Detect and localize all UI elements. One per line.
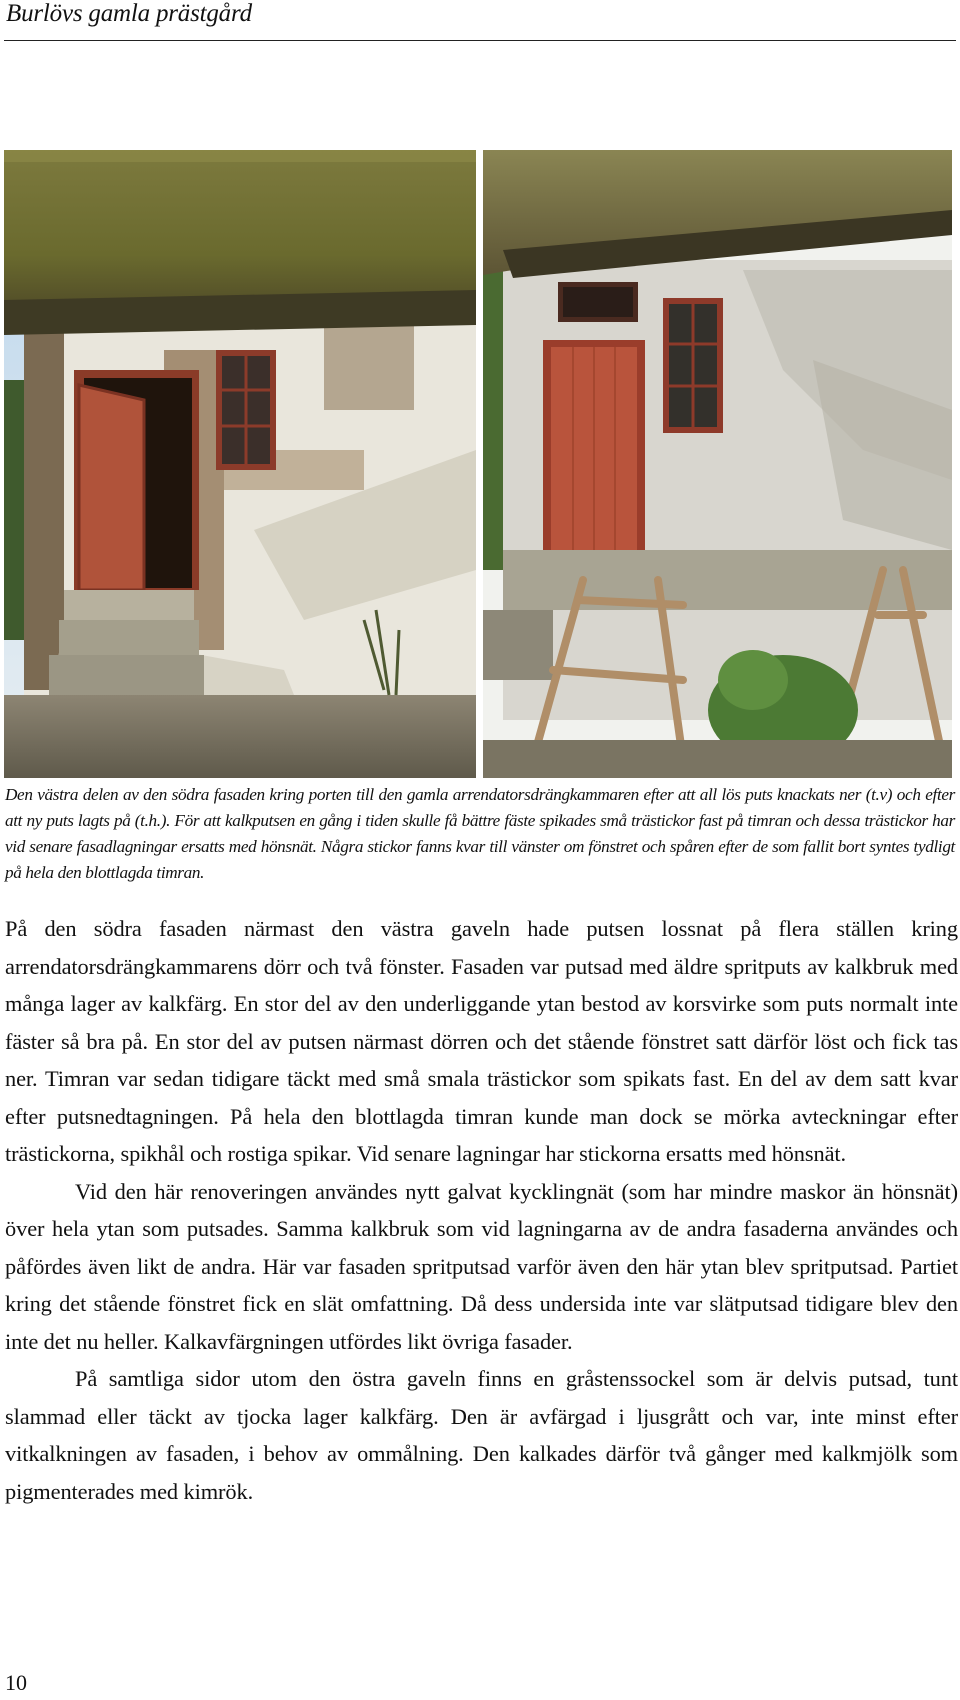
figure-caption (5, 782, 955, 886)
body-text (5, 910, 958, 1510)
body-paragraph-1: På den södra fasaden närmast den västra gaveln hade putsen lossnat på flera ställen kring arrendatorsdrängkammarens dörr och två fönster. Fasaden var putsad med äldre spritputs av kalkbruk med många lager av kalkfärg. En stor del av den underliggande ytan bestod av korsvirke som puts normalt inte fäster så bra på. En stor del av putsen närmast dörren och det stående fönstret satt därför löst och fick tas ner. Timran var sedan tidigare täckt med små smala trästickor som spikats fast. En del av dem satt kvar efter putsnedtagningen. På hela den blottlagda timran kunde man dock se mörka avteckningar efter trästickorna, spikhål och rostiga spikar. Vid senare lagningar har stickorna ersatts med hönsnät. (5, 916, 958, 1166)
photo-facade-after (483, 150, 952, 778)
running-header (4, 0, 956, 41)
caption-text: Den västra delen av den södra fasaden kring porten till den gamla arrendatorsdrängkammaren efter att all lös puts knackats ner (t.v) och efter att ny puts lagts på (t.h.). För att kalkputsen en gång i tiden skulle få bättre fäste spikades små trästickor fast på timran och dessa trästickor har vid senare fasadlagningar ersatts med hönsnät. Några stickor fanns kvar till vänster om fönstret och spåren efter de som fallit bort syntes tydligt på hela den blottlagda timran. (5, 785, 955, 882)
page-number: 10 (5, 1670, 27, 1695)
body-paragraph-2: Vid den här renoveringen användes nytt galvat kycklingnät (som har mindre maskor än hönsnät) över hela ytan som putsades. Samma kalkbruk som vid lagningarna av de andra fasaderna användes och påfördes även likt de andra. Här var fasaden spritputsad varför även den här ytan blev spritputsad. Partiet kring det stående fönstret fick en slät omfattning. Då dess undersida inte var slätputsad tidigare blev den inte det nu heller. Kalkavfärgningen utfördes likt övriga fasader. (5, 1178, 958, 1354)
body-paragraph-3: På samtliga sidor utom den östra gaveln finns en gråstenssockel som är delvis putsad, tunt slammad eller täckt av tjocka lager kalkfärg. Den är avfärgad i ljusgrått och var, inte minst efter vitkalkningen av fasaden, i behov av ommålning. Den kalkades därför två gånger med kalkmjölk som pigmenterades med kimrök. (5, 1366, 958, 1504)
photo-facade-before (4, 150, 476, 778)
running-header-title: Burlövs gamla prästgård (6, 0, 252, 27)
